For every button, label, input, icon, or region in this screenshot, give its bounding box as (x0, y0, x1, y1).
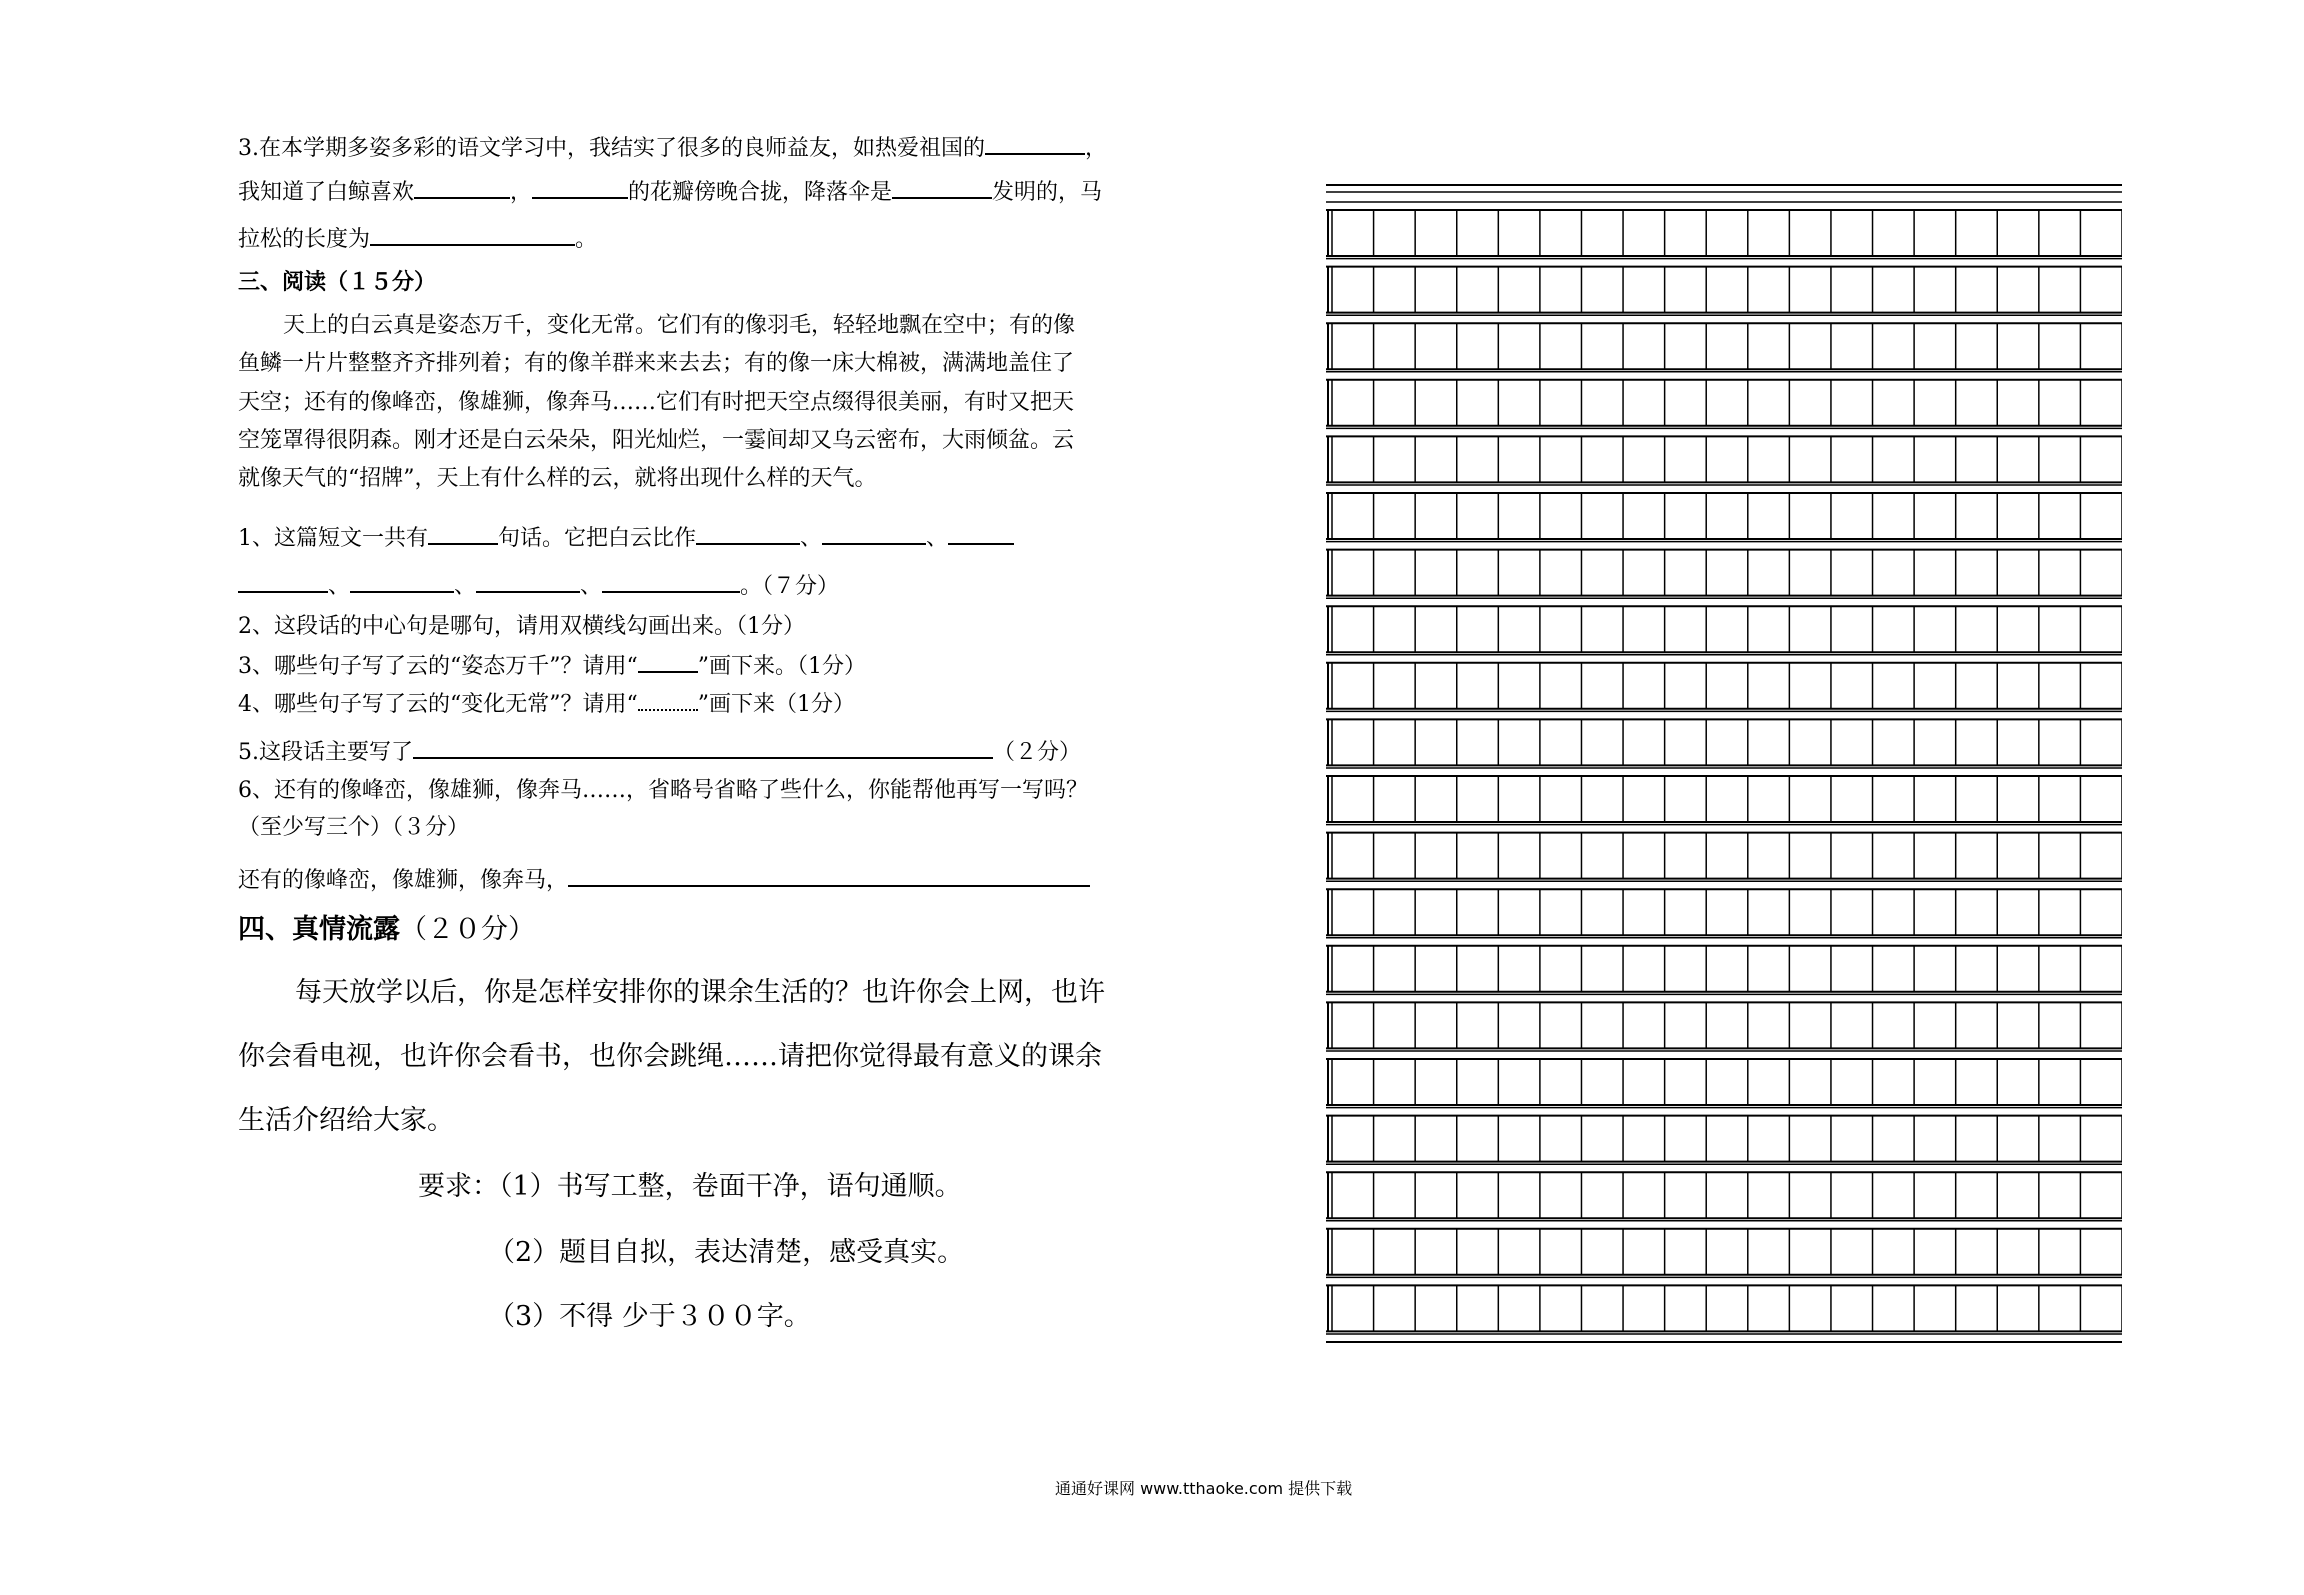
wavy-line-sample (638, 687, 698, 711)
section-3-heading: 三、阅读（１５分） (238, 270, 437, 295)
question-1-line2: 、 、 、 。（７分） (238, 569, 839, 602)
prompt-line: 每天放学以后，你是怎样安排你的课余生活的？也许你会上网，也许 (295, 977, 1105, 1008)
fill-blank-q3-line3: 拉松的长度为 。 (238, 222, 597, 255)
question-3: 3、哪些句子写了云的“姿态万千”？请用“ ”画下来。（1分） (238, 649, 866, 682)
answer-blank[interactable] (476, 569, 580, 593)
answer-blank[interactable] (370, 222, 575, 246)
passage-line: 空笼罩得很阴森。刚才还是白云朵朵，阳光灿烂，一霎间却又乌云密布，大雨倾盆。云 (238, 428, 1075, 453)
answer-blank[interactable] (413, 735, 993, 759)
passage-line: 鱼鳞一片片整整齐齐排列着；有的像羊群来来去去；有的像一床大棉被，满满地盖住了 (238, 351, 1075, 376)
question-4: 4、哪些句子写了云的“变化无常”？请用“ ”画下来（1分） (238, 687, 855, 720)
passage-line: 天空；还有的像峰峦，像雄狮，像奔马……它们有时把天空点缀得很美丽，有时又把天 (238, 390, 1075, 415)
requirement-3: （3）不得 少于３００字。 (488, 1301, 811, 1332)
question-6-line2: （至少写三个）（３分） (238, 815, 470, 840)
answer-blank[interactable] (238, 569, 328, 593)
fill-blank-q3-line1: 3.在本学期多姿多彩的语文学习中，我结实了很多的良师益友，如热爱祖国的 ， (238, 131, 1107, 164)
prompt-line: 你会看电视，也许你会看书，也你会跳绳……请把你觉得最有意义的课余 (238, 1041, 1102, 1072)
question-6-answer: 还有的像峰峦，像雄狮，像奔马， (238, 863, 1090, 896)
footer-source: 通通好课网 www.tthaoke.com 提供下载 (1055, 1479, 1353, 1498)
answer-blank[interactable] (985, 131, 1085, 155)
question-2: 2、这段话的中心句是哪句，请用双横线勾画出来。（1分） (238, 614, 805, 639)
answer-blank[interactable] (822, 521, 926, 545)
section-4-heading: 四、真情流露（２０分） (238, 914, 535, 945)
fill-blank-q3-line2: 我知道了白鲸喜欢 ， 的花瓣傍晚合拢，降落伞是 发明的，马 (238, 175, 1102, 208)
answer-blank[interactable] (350, 569, 454, 593)
answer-blank[interactable] (414, 175, 510, 199)
composition-grid[interactable] (1326, 184, 2122, 1346)
answer-blank[interactable] (532, 175, 628, 199)
passage-line: 天上的白云真是姿态万千，变化无常。它们有的像羽毛，轻轻地飘在空中；有的像 (283, 313, 1076, 338)
answer-blank[interactable] (892, 175, 992, 199)
answer-blank[interactable] (428, 521, 498, 545)
underline-sample (638, 649, 698, 673)
answer-blank[interactable] (696, 521, 800, 545)
passage-line: 就像天气的“招牌”，天上有什么样的云，就将出现什么样的天气。 (238, 466, 877, 491)
question-6-line1: 6、还有的像峰峦，像雄狮，像奔马……，省略号省略了些什么，你能帮他再写一写吗？ (238, 778, 1088, 803)
requirement-1: 要求：（1）书写工整，卷面干净，语句通顺。 (418, 1171, 962, 1202)
question-5: 5.这段话主要写了 （２分） (238, 735, 1081, 768)
prompt-line: 生活介绍给大家。 (238, 1105, 454, 1136)
answer-blank[interactable] (602, 569, 740, 593)
answer-blank[interactable] (948, 521, 1014, 545)
answer-blank[interactable] (568, 863, 1090, 887)
question-1-line1: 1、这篇短文一共有 句话。它把白云比作 、 、 (238, 521, 1014, 554)
requirement-2: （2）题目自拟，表达清楚，感受真实。 (488, 1237, 965, 1268)
